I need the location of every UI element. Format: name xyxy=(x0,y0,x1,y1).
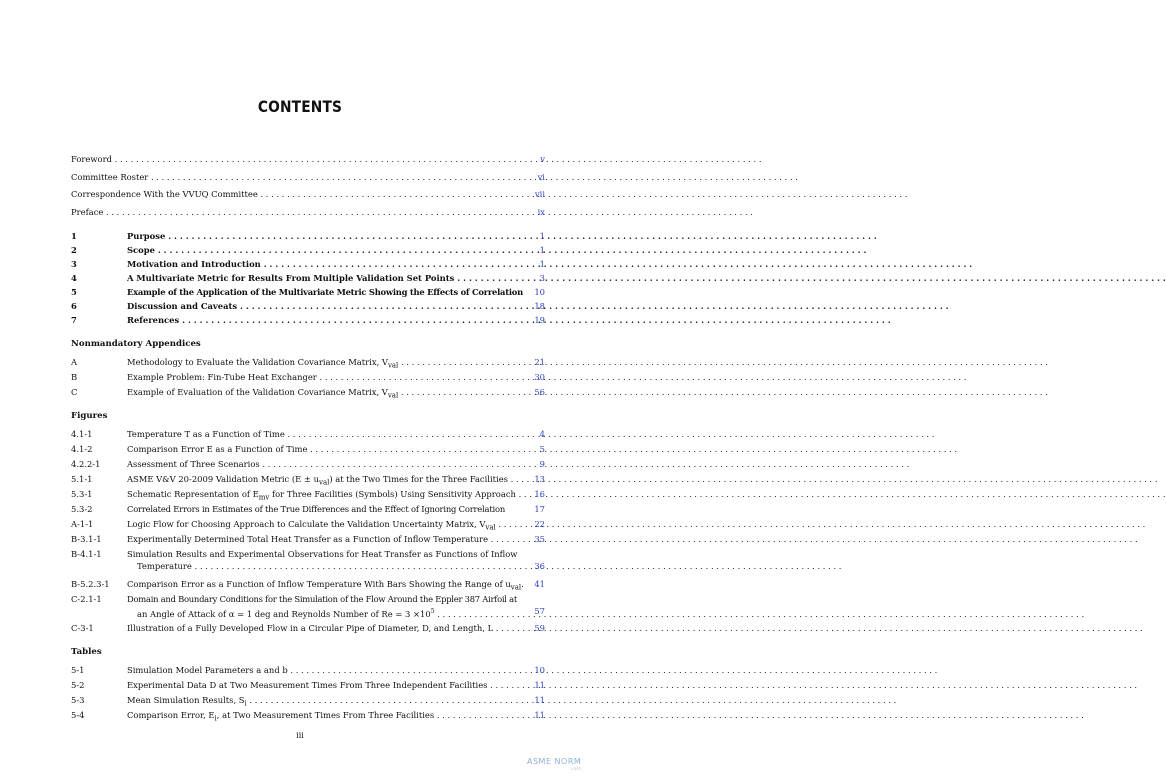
toc-entry-text: Discussion and Caveats . . . xyxy=(127,301,521,312)
toc-entry-text: Simulation Results and Experimental Observations for Heat Transfer as Functions of Inflow xyxy=(127,549,518,559)
toc-page-link[interactable]: 11 xyxy=(534,695,545,705)
toc-page-link[interactable]: vi xyxy=(537,172,545,182)
toc-entry-text: Correspondence With the VVUQ Committee . . . xyxy=(71,189,521,200)
toc-entry-text: Purpose . . . xyxy=(127,231,521,242)
toc-page-link[interactable]: ix xyxy=(537,207,545,217)
toc-page-link[interactable]: 1 xyxy=(539,245,545,255)
toc-page-link[interactable]: 21 xyxy=(534,357,545,367)
toc-entry-text: Illustration of a Fully Developed Flow in a Circular Pipe of Diameter, D, and Length, L . . . xyxy=(127,623,521,634)
toc-entry-text: Correlated Errors in Estimates of the True Differences and the Effect of Ignoring Correlation xyxy=(127,504,506,514)
toc-page-link[interactable]: 30 xyxy=(534,372,545,382)
toc-entry-text: an Angle of Attack of α = 1 deg and Reynolds Number of $Re = 3 \times 10^5$ . . . xyxy=(137,606,521,620)
toc-entry-text: Foreword . . . xyxy=(71,154,521,165)
toc-page-link[interactable]: 56 xyxy=(534,387,545,397)
tables-heading: Tables xyxy=(71,647,102,657)
toc-page-link[interactable]: 19 xyxy=(534,315,545,325)
toc-entry-text: Domain and Boundary Conditions for the Simulation of the Flow Around the Eppler 387 Airfoil at xyxy=(127,594,518,604)
toc-page-link[interactable]: 22 xyxy=(534,519,545,529)
toc-entry-number: 5.3-1 xyxy=(71,489,93,499)
toc-entry-number: 5.3-2 xyxy=(71,504,93,514)
toc-entry-text: Scope . . . xyxy=(127,245,521,256)
toc-page-link[interactable]: 10 xyxy=(534,665,545,675)
toc-entry-number: B-3.1-1 xyxy=(71,534,102,544)
toc-page-link[interactable]: 59 xyxy=(534,623,545,633)
toc-entry-number: 1 xyxy=(71,231,77,241)
toc-entry-text: A Multivariate Metric for Results From Multiple Validation Set Points . . . xyxy=(127,273,521,284)
toc-entry-number: C-2.1-1 xyxy=(71,594,102,604)
toc-entry-text: Temperature T as a Function of Time . . . xyxy=(127,429,521,440)
toc-entry-number: 7 xyxy=(71,315,77,325)
toc-entry-number: B xyxy=(71,372,78,382)
toc-entry-text: References . . . xyxy=(127,315,521,326)
toc-entry-text: Comparison Error as a Function of Inflow Temperature With Bars Showing the Range of $u_{val}$. xyxy=(127,579,524,592)
toc-entry-text: Mean Simulation Results, $S_i$ . . . xyxy=(127,695,521,710)
toc-entry-number: C xyxy=(71,387,78,397)
toc-page-link[interactable]: 11 xyxy=(534,710,545,720)
toc-entry-number: 4.2.2-1 xyxy=(71,459,101,469)
toc-page-link[interactable]: 11 xyxy=(534,680,545,690)
page-title: CONTENTS xyxy=(257,97,343,116)
toc-entry-number: 5-3 xyxy=(71,695,85,705)
toc-entry-number: 5-1 xyxy=(71,665,85,675)
toc-page-link[interactable]: 4 xyxy=(539,429,545,439)
appendices-heading: Nonmandatory Appendices xyxy=(71,339,201,349)
toc-entry-text: Comparison Error E as a Function of Time . . . xyxy=(127,444,521,455)
toc-entry-number: 2 xyxy=(71,245,77,255)
toc-entry-text: Experimental Data D at Two Measurement Times From Three Independent Facilities . . . xyxy=(127,680,521,691)
toc-page-link[interactable]: 36 xyxy=(534,561,545,571)
toc-entry-number: 5-2 xyxy=(71,680,85,690)
toc-entry-number: 3 xyxy=(71,259,77,269)
toc-entry-text: Example of the Application of the Multivariate Metric Showing the Effects of Correlation xyxy=(127,287,523,297)
toc-entry-number: A xyxy=(71,357,78,367)
toc-entry-text: Comparison Error, $E_i$, at Two Measurement Times From Three Facilities . . . xyxy=(127,710,521,725)
page-number: iii xyxy=(296,731,304,740)
toc-entry-number: 5 xyxy=(71,287,77,297)
toc-page-link[interactable]: 17 xyxy=(534,504,545,514)
toc-page-link[interactable]: 16 xyxy=(534,489,545,499)
toc-page-link[interactable]: 18 xyxy=(534,301,545,311)
toc-entry-number: 4.1-1 xyxy=(71,429,93,439)
toc-entry-number: B-4.1-1 xyxy=(71,549,102,559)
toc-entry-text: Committee Roster . . . xyxy=(71,172,521,183)
toc-entry-text: Example of Evaluation of the Validation Covariance Matrix, $V_{val}$ . . . xyxy=(127,387,521,402)
toc-entry-text: Logic Flow for Choosing Approach to Calculate the Validation Uncertainty Matrix, $V_{val}$ . . . xyxy=(127,519,521,534)
toc-page-link[interactable]: v xyxy=(540,154,545,164)
toc-entry-text: Methodology to Evaluate the Validation Covariance Matrix, $V_{val}$ . . . xyxy=(127,357,521,372)
toc-entry-number: 6 xyxy=(71,301,77,311)
toc-page-link[interactable]: 5 xyxy=(539,444,545,454)
toc-entry-text: ASME V&V 20-2009 Validation Metric $(E \pm u_{val})$ at the Two Times for the Three Facilities . . . xyxy=(127,474,521,489)
toc-page-link[interactable]: 3 xyxy=(539,273,545,283)
toc-entry-number: 5.1-1 xyxy=(71,474,93,484)
toc-page-link[interactable]: 10 xyxy=(534,287,545,297)
toc-entry-text: Schematic Representation of $E_{mv}$ for Three Facilities (Symbols) Using Sensitivity Approach . . . xyxy=(127,489,521,504)
toc-entry-number: A-1-1 xyxy=(71,519,94,529)
toc-entry-text: Temperature . . . xyxy=(137,561,521,572)
figures-heading: Figures xyxy=(71,411,108,421)
watermark-logo: ASME NORM com xyxy=(527,757,582,771)
toc-entry-text: Preface . . . xyxy=(71,207,521,218)
toc-page-link[interactable]: 1 xyxy=(539,231,545,241)
toc-page-link[interactable]: 41 xyxy=(534,579,545,589)
toc-entry-number: 4 xyxy=(71,273,77,283)
toc-page-link[interactable]: 57 xyxy=(534,606,545,616)
toc-entry-text: Experimentally Determined Total Heat Transfer as a Function of Inflow Temperature . . . xyxy=(127,534,521,545)
toc-page-link[interactable]: 13 xyxy=(534,474,545,484)
toc-entry-number: B-5.2.3-1 xyxy=(71,579,110,589)
toc-entry-text: Simulation Model Parameters a and b . . . xyxy=(127,665,521,676)
toc-entry-text: Example Problem: Fin-Tube Heat Exchanger . . . xyxy=(127,372,521,383)
toc-page-link[interactable]: 9 xyxy=(539,459,545,469)
toc-entry-number: 4.1-2 xyxy=(71,444,93,454)
toc-page-link[interactable]: vii xyxy=(534,189,545,199)
toc-page-link[interactable]: 35 xyxy=(534,534,545,544)
toc-entry-text: Assessment of Three Scenarios . . . xyxy=(127,459,521,470)
toc-page-link[interactable]: 1 xyxy=(539,259,545,269)
toc-entry-number: 5-4 xyxy=(71,710,85,720)
toc-entry-number: C-3-1 xyxy=(71,623,94,633)
toc-entry-text: Motivation and Introduction . . . xyxy=(127,259,521,270)
